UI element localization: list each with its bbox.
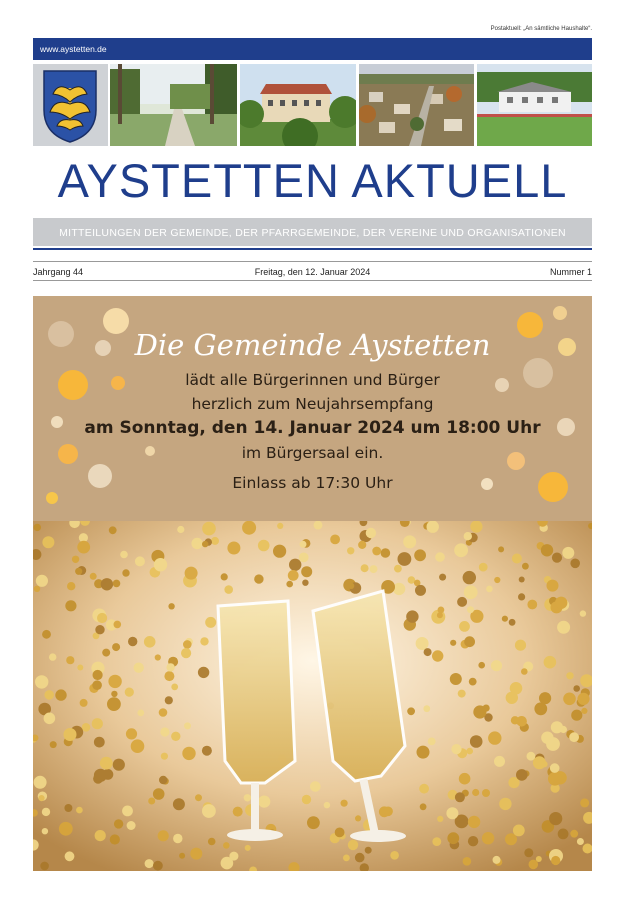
issue-rule-bottom [33,280,592,281]
newspaper-subtitle: MITTEILUNGEN DER GEMEINDE, DER PFARRGEMEINDE, DER VEREINE UND ORGANISATIONEN [59,227,566,239]
photo-forest-path [110,64,237,146]
website-bar [33,38,592,60]
champagne-toast-image [33,521,592,871]
issue-volume: Jahrgang 44 [33,267,84,277]
photo-village-aerial [359,64,474,146]
flyer-date-time: am Sonntag, den 14. Januar 2024 um 18:00 Uhr [84,418,541,438]
subtitle-bar [33,218,592,246]
flyer-text-panel [33,296,592,521]
photo-sports-hall [477,64,592,146]
issue-date: Freitag, den 12. Januar 2024 [254,267,371,277]
photo-castle [240,64,356,146]
flyer-script-title: Die Gemeinde Aystetten [134,328,491,362]
flyer-admission-time: Einlass ab 17:30 Uhr [232,474,393,492]
flyer-venue-line: im Bürgersaal ein. [241,444,384,462]
subtitle-underline [33,248,592,250]
flyer-reception-line: herzlich zum Neujahrsempfang [191,395,434,413]
website-link[interactable]: www.aystetten.de [40,44,107,54]
header-photo-strip [33,64,592,146]
issue-rule-top [33,261,592,262]
postal-note: Postaktuell: „An sämtliche Haushalte“. [490,26,592,32]
crest-panel [33,64,108,146]
flyer-invitation-line: lädt alle Bürgerinnen und Bürger [185,371,440,389]
newspaper-title: AYSTETTEN AKTUELL [57,154,568,207]
issue-number: Nummer 1 [549,267,592,277]
new-year-reception-flyer [33,296,592,871]
municipal-crest-icon [33,64,108,146]
